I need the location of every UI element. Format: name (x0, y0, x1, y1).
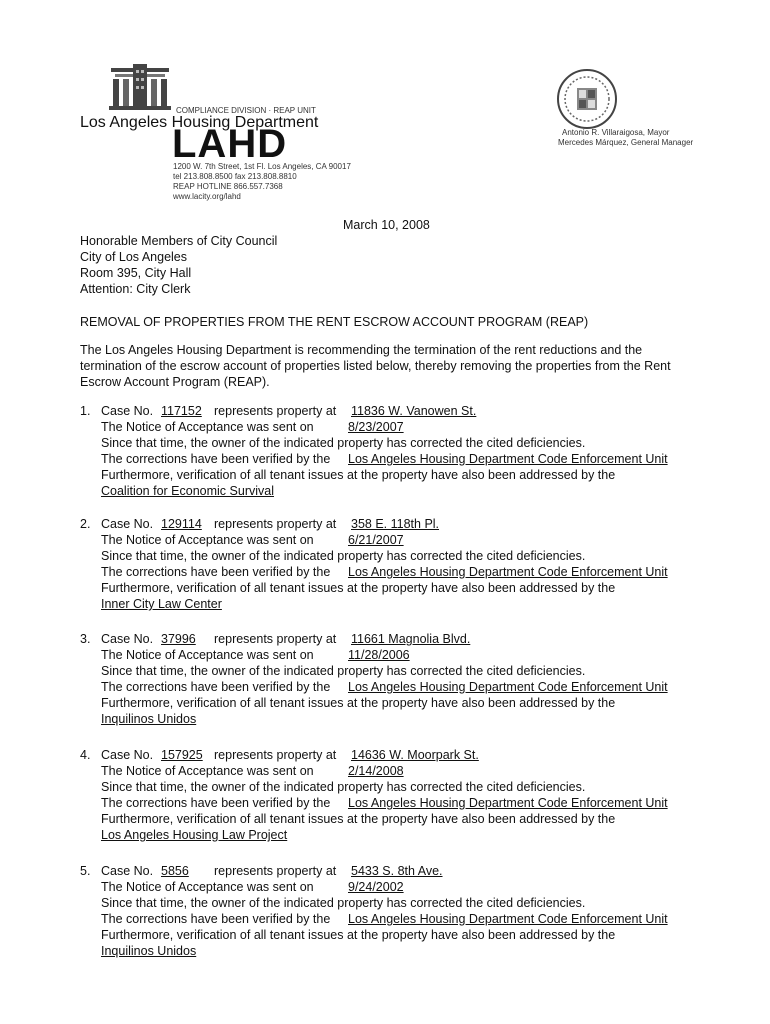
furthermore-line: Furthermore, verification of all tenant issues at the property have also been addressed by the (101, 696, 616, 710)
city-seal-icon (556, 68, 618, 130)
letter-date: March 10, 2008 (343, 218, 430, 232)
tenant-organization: Coalition for Economic Survival (101, 484, 274, 498)
furthermore-line: Furthermore, verification of all tenant issues at the property have also been addressed by the (101, 812, 616, 826)
since-line: Since that time, the owner of the indicated property has corrected the cited deficiencies. (101, 549, 586, 563)
represents-label: represents property at (214, 864, 337, 878)
verifier-name: Los Angeles Housing Department Code Enforcement Unit (348, 912, 668, 926)
case-no-label: Case No. (101, 404, 154, 418)
notice-label: The Notice of Acceptance was sent on (101, 648, 314, 662)
corrections-label: The corrections have been verified by the (101, 796, 331, 810)
item-number: 1. (80, 404, 91, 418)
item-number: 4. (80, 748, 91, 762)
addressee-block (80, 233, 277, 297)
mayor-name: Antonio R. Villaraigosa, Mayor (562, 128, 670, 137)
case-number: 129114 (161, 517, 202, 531)
intro-line: Escrow Account Program (REAP). (80, 375, 270, 389)
intro-line: The Los Angeles Housing Department is recommending the termination of the rent reductions and the (80, 343, 643, 357)
furthermore-line: Furthermore, verification of all tenant issues at the property have also been addressed by the (101, 581, 616, 595)
agency-phone: tel 213.808.8500 fax 213.808.8810 (173, 172, 297, 181)
since-line: Since that time, the owner of the indicated property has corrected the cited deficiencies. (101, 436, 586, 450)
since-line: Since that time, the owner of the indicated property has corrected the cited deficiencies. (101, 896, 586, 910)
case-number: 157925 (161, 748, 203, 762)
corrections-label: The corrections have been verified by the (101, 452, 331, 466)
property-address: 358 E. 118th Pl. (351, 517, 440, 531)
case-number: 117152 (161, 404, 202, 418)
case-number: 37996 (161, 632, 196, 646)
agency-address: 1200 W. 7th Street, 1st Fl. Los Angeles, CA 90017 (173, 162, 351, 171)
corrections-label: The corrections have been verified by the (101, 565, 331, 579)
division-line: COMPLIANCE DIVISION · REAP UNIT (176, 106, 316, 115)
case-no-label: Case No. (101, 632, 154, 646)
furthermore-line: Furthermore, verification of all tenant issues at the property have also been addressed by the (101, 468, 616, 482)
agency-hotline: REAP HOTLINE 866.557.7368 (173, 182, 283, 191)
notice-date: 11/28/2006 (348, 648, 410, 662)
furthermore-line: Furthermore, verification of all tenant issues at the property have also been addressed by the (101, 928, 616, 942)
corrections-label: The corrections have been verified by the (101, 912, 331, 926)
addressee-line: Room 395, City Hall (80, 266, 192, 280)
notice-label: The Notice of Acceptance was sent on (101, 764, 314, 778)
since-line: Since that time, the owner of the indicated property has corrected the cited deficiencies. (101, 664, 586, 678)
represents-label: represents property at (214, 404, 337, 418)
tenant-organization: Inner City Law Center (101, 597, 222, 611)
agency-website: www.lacity.org/lahd (173, 192, 241, 201)
case-no-label: Case No. (101, 748, 154, 762)
item-number: 5. (80, 864, 91, 878)
case-number: 5856 (161, 864, 189, 878)
general-manager-name: Mercedes Márquez, General Manager (558, 138, 694, 147)
agency-acronym: LAHD (172, 122, 288, 166)
corrections-label: The corrections have been verified by the (101, 680, 331, 694)
verifier-name: Los Angeles Housing Department Code Enforcement Unit (348, 796, 668, 810)
verifier-name: Los Angeles Housing Department Code Enforcement Unit (348, 680, 668, 694)
property-address: 5433 S. 8th Ave. (351, 864, 443, 878)
tenant-organization: Los Angeles Housing Law Project (101, 828, 288, 842)
notice-date: 6/21/2007 (348, 533, 404, 547)
represents-label: represents property at (214, 748, 337, 762)
item-number: 3. (80, 632, 91, 646)
property-address: 14636 W. Moorpark St. (351, 748, 479, 762)
tenant-organization: Inquilinos Unidos (101, 712, 197, 726)
notice-label: The Notice of Acceptance was sent on (101, 880, 314, 894)
item-number: 2. (80, 517, 91, 531)
addressee-line: City of Los Angeles (80, 250, 188, 264)
city-hall-logo (107, 62, 173, 110)
tenant-organization: Inquilinos Unidos (101, 944, 197, 958)
represents-label: represents property at (214, 517, 337, 531)
property-address: 11836 W. Vanowen St. (351, 404, 477, 418)
verifier-name: Los Angeles Housing Department Code Enforcement Unit (348, 565, 668, 579)
notice-date: 2/14/2008 (348, 764, 404, 778)
represents-label: represents property at (214, 632, 337, 646)
addressee-line: Attention: City Clerk (80, 282, 191, 296)
intro-line: termination of the escrow account of properties listed below, thereby removing the properties from the Rent (80, 359, 671, 373)
intro-paragraph (80, 342, 671, 390)
property-address: 11661 Magnolia Blvd. (351, 632, 471, 646)
subject-line: REMOVAL OF PROPERTIES FROM THE RENT ESCROW ACCOUNT PROGRAM (REAP) (80, 315, 589, 329)
since-line: Since that time, the owner of the indicated property has corrected the cited deficiencies. (101, 780, 586, 794)
addressee-line: Honorable Members of City Council (80, 234, 278, 248)
notice-label: The Notice of Acceptance was sent on (101, 420, 314, 434)
case-no-label: Case No. (101, 517, 154, 531)
notice-label: The Notice of Acceptance was sent on (101, 533, 314, 547)
case-no-label: Case No. (101, 864, 154, 878)
agency-name: Los Angeles Housing Department (80, 114, 319, 131)
notice-date: 8/23/2007 (348, 420, 404, 434)
verifier-name: Los Angeles Housing Department Code Enforcement Unit (348, 452, 668, 466)
notice-date: 9/24/2002 (348, 880, 404, 894)
